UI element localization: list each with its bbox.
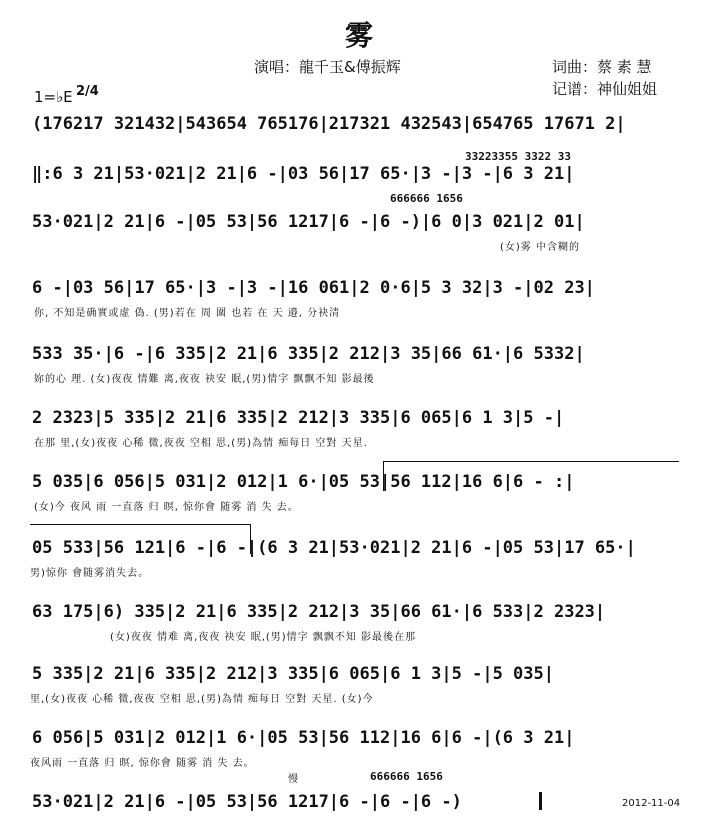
score-line-5-lyrics: 妳的心 理. (女)夜夜 情難 离,夜夜 袂安 眠,(男)情字 飘飘不知 影最後 [34,374,375,385]
score-line-8: 05 533|56 121|6 -|6 -|(6 3 21|53·021|2 21|6 -|05 53|17 65·| [32,538,636,558]
song-title: 雾 [344,19,373,52]
score-line-11: 6 056|5 031|2 012|1 6·|05 53|56 112|16 6|6 -|(6 3 21| [32,728,575,748]
score-line-9-lyrics: (女)夜夜 情难 离,夜夜 袂安 眠,(男)情字 飘飘不知 影最後在那 [110,632,417,643]
date-stamp: 2012-11-04 [622,798,681,809]
score-line-8-lyrics: 男)惊你 會随雾消失去。 [30,568,150,579]
score-line-3: 53·021|2 21|6 -|05 53|56 1217|6 -|6 -)|6 0|3 021|2 01| [32,212,585,232]
volta-2 [30,524,250,525]
volta-1 [383,461,679,462]
score-line-9: 63 175|6) 335|2 21|6 335|2 212|3 35|66 61·|6 533|2 2323| [32,602,606,622]
score-line-6-lyrics: 在那 里,(女)夜夜 心稀 微,夜夜 空相 思,(男)為情 痴每日 空對 天星. [34,438,368,449]
score-line-12: 53·021|2 21|6 -|05 53|56 1217|6 -|6 -|6 -) [32,792,462,812]
time-signature: 2/4 [76,84,99,99]
score-line-3-lyrics: (女)雾 中含糊的 [500,242,580,253]
transcriber: 记谱：神仙姐姐 [552,80,658,98]
score-line-5: 533 35·|6 -|6 335|2 21|6 335|2 212|3 35|66 61·|6 5332| [32,344,585,364]
score-line-7: 5 035|6 056|5 031|2 012|1 6·|05 53|56 112|16 6|6 - :| [32,472,575,492]
singers: 演唱：龍千玉&傅振辉 [254,58,401,76]
score-line-10: 5 335|2 21|6 335|2 212|3 335|6 065|6 1 3|5 -|5 035| [32,664,554,684]
score-line-6: 2 2323|5 335|2 21|6 335|2 212|3 335|6 065|6 1 3|5 -| [32,408,565,428]
score-line-10-lyrics: 里,(女)夜夜 心稀 微,夜夜 空相 思,(男)為情 痴每日 空對 天星. (女)今 [30,694,374,705]
tempo-mark: 慢 [288,774,299,785]
score-line-3-above: 666666 1656 [390,192,463,205]
score-line-4: 6 -|03 56|17 65·|3 -|3 -|16 061|2 0·6|5 3 32|3 -|02 23| [32,278,595,298]
key-signature: 1=♭E [34,88,73,106]
score-line-1: (176217 321432|543654 765176|217321 432543|654765 17671 2| [32,114,626,134]
score-line-11-lyrics: 夜风雨 一直落 归 暝, 惊你會 随雾 消 失 去。 [30,758,255,769]
score-line-2: ‖:6 3 21|53·021|2 21|6 -|03 56|17 65·|3 -|3 -|6 3 21| [32,164,575,184]
score-line-12-above: 666666 1656 [370,770,443,783]
score-line-4-lyrics: 你, 不知是确實或虚 偽. (男)若在 周 圍 也若 在 天 邉, 分袂清 [34,308,341,319]
final-barline [539,792,542,810]
composer: 词曲：蔡 素 慧 [552,58,652,76]
score-line-7-lyrics: (女)今 夜风 雨 一直落 归 暝, 惊你會 随雾 消 失 去。 [34,502,299,513]
score-line-2-above: 33223355 3322 33 [465,150,571,163]
